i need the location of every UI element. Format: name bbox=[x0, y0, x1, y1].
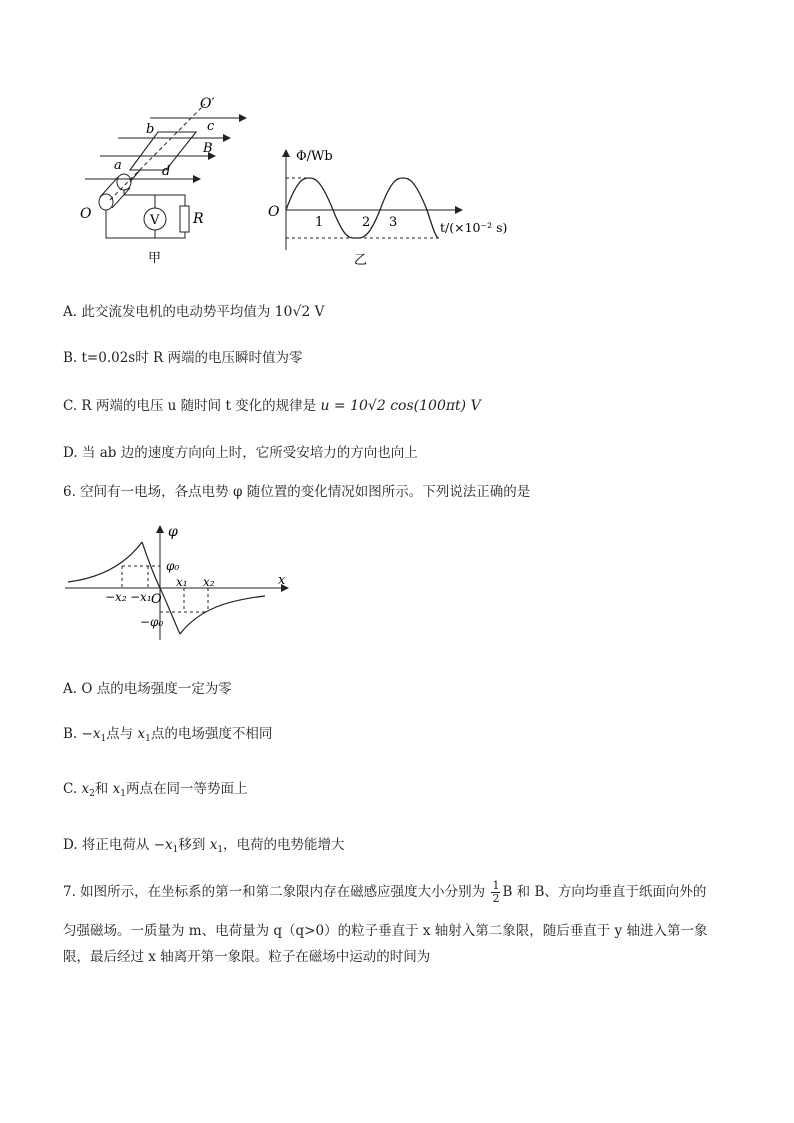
q6-option-d-sub: 1 bbox=[172, 845, 179, 855]
x1-label: x₁ bbox=[176, 575, 188, 589]
q6-option-d bbox=[63, 833, 345, 855]
label-b: b bbox=[146, 122, 155, 137]
q7-frac-den: 2 bbox=[492, 892, 500, 905]
q6-option-d-mid: 移到 bbox=[178, 837, 210, 853]
flux-y-axis-label: Φ/Wb bbox=[296, 149, 333, 164]
q7-stem-line1 bbox=[63, 880, 706, 905]
neg-phi0-label: −φ₀ bbox=[140, 615, 164, 629]
q6-option-c-var2: x bbox=[112, 781, 121, 797]
q6-option-b-prefix: B. − bbox=[63, 726, 93, 742]
flux-tick-1: 1 bbox=[315, 215, 324, 230]
q6-option-b-suffix: 点的电场强度不相同 bbox=[150, 726, 273, 742]
x2-label: x₂ bbox=[203, 575, 215, 589]
flux-x-axis-label: t/(×10⁻² s) bbox=[440, 220, 508, 235]
q6-option-b bbox=[63, 722, 272, 744]
q7-fraction bbox=[491, 880, 500, 905]
q6-option-d-sub2: 1 bbox=[217, 845, 224, 855]
label-field-b: B bbox=[203, 141, 213, 156]
label-d: d bbox=[162, 164, 171, 179]
phi-axis-label: φ bbox=[168, 524, 178, 540]
q5-option-b: B. t=0.02s时 R 两端的电压瞬时值为零 bbox=[63, 350, 303, 366]
q6-option-c-var: x bbox=[81, 781, 90, 797]
q5-option-d: D. 当 ab 边的速度方向向上时，它所受安培力的方向也向上 bbox=[63, 445, 418, 461]
q5-option-c-text: C. R 两端的电压 u 随时间 t 变化的规律是 bbox=[63, 398, 321, 414]
q6-option-c-sub: 2 bbox=[89, 789, 95, 799]
q6-option-d-prefix: D. 将正电荷从 − bbox=[63, 837, 166, 853]
label-o-prime: O′ bbox=[200, 96, 215, 112]
phi0-label: φ₀ bbox=[166, 559, 180, 573]
q5-option-a bbox=[63, 300, 324, 320]
q6-option-c-prefix: C. bbox=[63, 781, 82, 797]
q6-option-c-mid: 和 bbox=[94, 781, 113, 797]
q7-line1-prefix: 7. 如图所示，在坐标系的第一和第二象限内存在磁感应强度大小分别为 bbox=[63, 884, 490, 900]
origin-label: O bbox=[151, 592, 162, 607]
q6-option-b-sub2: 1 bbox=[145, 734, 151, 744]
neg-x1-label: −x₁ bbox=[130, 590, 152, 604]
label-c: c bbox=[207, 119, 215, 134]
label-v: V bbox=[150, 213, 160, 228]
q6-option-a: A. O 点的电场强度一定为零 bbox=[63, 681, 232, 697]
q5-option-c-math: u = 10√2 cos(100πt) V bbox=[320, 398, 481, 414]
q6-option-c-sub2: 1 bbox=[120, 789, 126, 799]
flux-tick-3: 3 bbox=[389, 215, 398, 230]
q7-frac-num: 1 bbox=[492, 879, 500, 892]
q6-option-c bbox=[63, 777, 247, 799]
q6-option-b-sub: 1 bbox=[100, 734, 107, 744]
q7-line1-suffix: B 和 B、方向均垂直于纸面向外的 bbox=[502, 884, 707, 900]
label-r: R bbox=[193, 211, 204, 227]
generator-figure bbox=[60, 92, 260, 270]
q5-option-a-math: 10√2 bbox=[274, 304, 311, 320]
q6-option-c-suffix: 两点在同一等势面上 bbox=[125, 781, 248, 797]
q7-stem-line2: 匀强磁场。一质量为 m、电荷量为 q（q>0）的粒子垂直于 x 轴射入第二象限，随后垂直于 y 轴进入第一象 bbox=[63, 923, 708, 939]
potential-graph bbox=[60, 520, 300, 645]
q6-option-d-suffix: ，电荷的电势能增大 bbox=[223, 837, 345, 853]
neg-x2-label: −x₂ bbox=[105, 590, 127, 604]
q6-stem: 6. 空间有一电场，各点电势 φ 随位置的变化情况如图所示。下列说法正确的是 bbox=[63, 484, 531, 500]
q6-option-b-mid: 点与 bbox=[106, 726, 138, 742]
x-axis-label: x bbox=[278, 573, 286, 588]
q6-option-d-var: x bbox=[165, 837, 173, 853]
label-a: a bbox=[114, 158, 122, 173]
q6-option-b-var2: x bbox=[137, 726, 146, 742]
q5-option-a-unit: V bbox=[310, 304, 325, 320]
q7-stem-line3: 限，最后经过 x 轴离开第一象限。粒子在磁场中运动的时间为 bbox=[63, 949, 431, 965]
q6-option-b-var: x bbox=[92, 726, 101, 742]
q6-option-d-var2: x bbox=[209, 837, 218, 853]
flux-tick-2: 2 bbox=[362, 215, 371, 230]
caption-yi: 乙 bbox=[354, 253, 368, 268]
flux-graph bbox=[262, 140, 522, 270]
q5-option-a-text: A. 此交流发电机的电动势平均值为 bbox=[63, 304, 275, 320]
q5-option-c bbox=[63, 394, 481, 414]
flux-origin: O bbox=[268, 204, 280, 220]
label-o: O bbox=[80, 206, 92, 222]
caption-jia: 甲 bbox=[148, 251, 162, 266]
